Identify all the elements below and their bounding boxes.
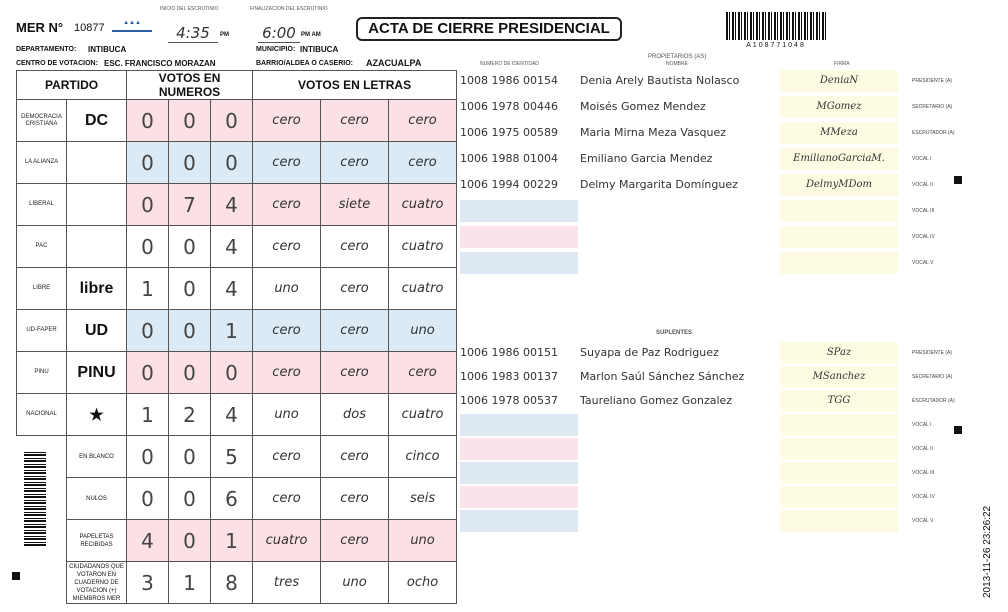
party-label: PAC: [17, 226, 67, 268]
mer-label: MER N°: [16, 20, 64, 35]
vote-word[interactable]: cero: [321, 310, 389, 352]
party-row: [17, 310, 457, 352]
signature-field[interactable]: [780, 438, 898, 460]
summary-word[interactable]: uno: [389, 520, 457, 562]
propietarios-row: [460, 122, 970, 144]
right-mark-bottom: [954, 426, 962, 434]
corner-mark: [12, 572, 20, 580]
summary-digit[interactable]: 3: [127, 562, 169, 604]
vote-word[interactable]: cero: [321, 226, 389, 268]
col-numeros-header: VOTOS EN NUMEROS: [127, 71, 253, 100]
vote-digit[interactable]: 4: [211, 226, 253, 268]
summary-digit[interactable]: 0: [169, 478, 211, 520]
party-row: [17, 226, 457, 268]
party-logo-icon: ★: [67, 394, 127, 436]
summary-word[interactable]: cinco: [389, 436, 457, 478]
party-row: [17, 184, 457, 226]
vote-digit[interactable]: 1: [211, 310, 253, 352]
vote-word[interactable]: cero: [253, 310, 321, 352]
summary-row: [17, 478, 457, 520]
vote-digit[interactable]: 0: [169, 310, 211, 352]
summary-label: CIUDADANOS QUE VOTARON EN CUADERNO DE VOTACION (+) MIEMBROS MER: [67, 562, 127, 604]
identity-number[interactable]: [460, 252, 578, 274]
signature-field[interactable]: MGomez: [780, 96, 898, 118]
party-label: PINU: [17, 352, 67, 394]
party-logo-icon: UD: [67, 310, 127, 352]
vote-digit[interactable]: 0: [169, 142, 211, 184]
identity-number[interactable]: [460, 486, 578, 508]
cne-logo-icon: ▲▲▲: [112, 20, 152, 32]
summary-word[interactable]: cero: [321, 478, 389, 520]
vote-digit[interactable]: 4: [211, 268, 253, 310]
vote-word[interactable]: uno: [389, 310, 457, 352]
summary-digit[interactable]: 1: [211, 520, 253, 562]
summary-digit[interactable]: 8: [211, 562, 253, 604]
vote-digit[interactable]: 4: [211, 394, 253, 436]
summary-digit[interactable]: 1: [169, 562, 211, 604]
vote-word[interactable]: dos: [321, 394, 389, 436]
identity-number[interactable]: 1006 1975 00589: [460, 126, 558, 139]
propietarios-row: [460, 148, 970, 170]
suplentes-row: [460, 462, 970, 484]
identidad-label: NUMERO DE IDENTIDAD: [480, 61, 539, 67]
role-label: VOCAL III: [912, 208, 935, 214]
role-label: VOCAL II: [912, 182, 933, 188]
centro-value: ESC. FRANCISCO MORAZAN: [104, 59, 216, 68]
vote-digit[interactable]: 0: [169, 268, 211, 310]
propietarios-row: [460, 252, 970, 274]
mer-number: 10877: [74, 22, 105, 34]
member-name[interactable]: [580, 462, 780, 484]
right-mark-top: [954, 176, 962, 184]
suplentes-row: [460, 486, 970, 508]
member-name[interactable]: [580, 226, 780, 248]
summary-row: [17, 562, 457, 604]
party-logo-icon: [67, 184, 127, 226]
vote-word[interactable]: cero: [389, 142, 457, 184]
party-label: DEMOCRACIA CRISTIANA: [17, 100, 67, 142]
propietarios-row: [460, 200, 970, 222]
vote-digit[interactable]: 0: [211, 100, 253, 142]
summary-digit[interactable]: 5: [211, 436, 253, 478]
vote-digit[interactable]: 0: [169, 352, 211, 394]
summary-digit[interactable]: 4: [127, 520, 169, 562]
vote-digit[interactable]: 0: [127, 226, 169, 268]
role-label: VOCAL IV: [912, 234, 935, 240]
party-label: LIBRE: [17, 268, 67, 310]
signature-field[interactable]: [780, 200, 898, 222]
signature-field[interactable]: [780, 252, 898, 274]
role-label: VOCAL V: [912, 518, 934, 524]
summary-label: NULOS: [67, 478, 127, 520]
departamento-value: INTIBUCA: [88, 45, 127, 54]
member-name[interactable]: Taureliano Gomez Gonzalez: [580, 394, 733, 407]
vote-word[interactable]: cero: [389, 100, 457, 142]
party-row: [17, 142, 457, 184]
inicio-time: 4:35: [168, 24, 218, 43]
summary-word[interactable]: tres: [253, 562, 321, 604]
party-label: UD-FAPER: [17, 310, 67, 352]
member-name[interactable]: Moisés Gomez Mendez: [580, 100, 706, 113]
vote-word[interactable]: siete: [321, 184, 389, 226]
signature-field[interactable]: [780, 510, 898, 532]
propietarios-row: [460, 226, 970, 248]
member-name[interactable]: Denia Arely Bautista Nolasco: [580, 74, 740, 87]
firma-label: FIRMA: [834, 61, 850, 67]
party-row: [17, 268, 457, 310]
fin-label: FINALIZACION DEL ESCRUTINIO: [250, 6, 328, 12]
vote-word[interactable]: uno: [253, 394, 321, 436]
member-name[interactable]: Maria Mirna Meza Vasquez: [580, 126, 727, 139]
member-name[interactable]: Marlon Saúl Sánchez Sánchez: [580, 370, 745, 383]
summary-digit[interactable]: 0: [127, 436, 169, 478]
vote-word[interactable]: cero: [389, 352, 457, 394]
role-label: VOCAL I: [912, 422, 932, 428]
propietarios-label: PROPIETARIOS (AS): [648, 54, 707, 60]
vote-word[interactable]: cero: [321, 142, 389, 184]
barrio-label: BARRIO/ALDEA O CASERIO:: [256, 60, 353, 67]
member-name[interactable]: Delmy Margarita Domínguez: [580, 178, 738, 191]
page-title: ACTA DE CIERRE PRESIDENCIAL: [356, 17, 622, 41]
member-name[interactable]: [580, 438, 780, 460]
role-label: SECRETARIO (A): [912, 374, 953, 380]
summary-word[interactable]: cero: [253, 436, 321, 478]
identity-number[interactable]: [460, 438, 578, 460]
role-label: VOCAL V: [912, 260, 934, 266]
municipio-label: MUNICIPIO:: [256, 46, 296, 53]
vote-word[interactable]: cuatro: [389, 394, 457, 436]
signature-field[interactable]: DeniaN: [780, 70, 898, 92]
party-row: [17, 352, 457, 394]
signature-field[interactable]: [780, 462, 898, 484]
summary-digit[interactable]: 6: [211, 478, 253, 520]
suplentes-row: [460, 414, 970, 436]
summary-digit[interactable]: 0: [169, 436, 211, 478]
identity-number[interactable]: [460, 200, 578, 222]
identity-number[interactable]: 1006 1994 00229: [460, 178, 558, 191]
vote-word[interactable]: cuatro: [389, 226, 457, 268]
role-label: ESCRUTADOR (A): [912, 398, 955, 404]
suplentes-row: [460, 438, 970, 460]
signature-field[interactable]: MMeza: [780, 122, 898, 144]
header-barcode: [726, 12, 826, 40]
role-label: ESCRUTADOR (A): [912, 130, 955, 136]
party-logo-icon: [67, 226, 127, 268]
role-label: VOCAL III: [912, 470, 935, 476]
identity-number[interactable]: 1008 1986 00154: [460, 74, 558, 87]
col-partido-header: PARTIDO: [17, 71, 127, 100]
signature-field[interactable]: [780, 486, 898, 508]
inicio-label: INICIO DEL ESCRUTINIO: [160, 6, 219, 12]
role-label: PRESIDENTE (A): [912, 78, 953, 84]
vote-word[interactable]: cero: [253, 184, 321, 226]
party-logo-icon: [67, 142, 127, 184]
member-name[interactable]: [580, 200, 780, 222]
party-row: [17, 394, 457, 436]
member-name[interactable]: [580, 252, 780, 274]
departamento-label: DEPARTAMENTO:: [16, 46, 77, 53]
suplentes-row: [460, 366, 970, 388]
role-label: PRESIDENTE (A): [912, 350, 953, 356]
party-row: [17, 100, 457, 142]
role-label: VOCAL IV: [912, 494, 935, 500]
summary-word[interactable]: ocho: [389, 562, 457, 604]
centro-label: CENTRO DE VOTACION:: [16, 60, 98, 67]
votes-table: [16, 70, 457, 604]
vote-digit[interactable]: 0: [127, 352, 169, 394]
summary-word[interactable]: cero: [321, 436, 389, 478]
member-name[interactable]: [580, 486, 780, 508]
col-letras-header: VOTOS EN LETRAS: [253, 71, 457, 100]
summary-word[interactable]: seis: [389, 478, 457, 520]
vote-word[interactable]: cero: [253, 352, 321, 394]
vote-digit[interactable]: 2: [169, 394, 211, 436]
vote-word[interactable]: cero: [321, 352, 389, 394]
vote-word[interactable]: cero: [253, 142, 321, 184]
propietarios-row: [460, 174, 970, 196]
identity-number[interactable]: 1006 1986 00151: [460, 346, 558, 359]
vote-word[interactable]: cuatro: [389, 184, 457, 226]
member-name[interactable]: [580, 510, 780, 532]
vote-word[interactable]: cero: [253, 226, 321, 268]
vote-digit[interactable]: 0: [169, 226, 211, 268]
summary-label: EN BLANCO: [67, 436, 127, 478]
propietarios-row: [460, 96, 970, 118]
suplentes-row: [460, 342, 970, 364]
identity-number[interactable]: 1006 1978 00446: [460, 100, 558, 113]
propietarios-row: [460, 70, 970, 92]
member-name[interactable]: Suyapa de Paz Rodriguez: [580, 346, 719, 359]
summary-digit[interactable]: 0: [169, 520, 211, 562]
party-logo-icon: libre: [67, 268, 127, 310]
signature-field[interactable]: SPaz: [780, 342, 898, 364]
side-barcode: [24, 450, 46, 546]
identity-number[interactable]: [460, 510, 578, 532]
vote-digit[interactable]: 4: [211, 184, 253, 226]
summary-row: [17, 520, 457, 562]
vote-digit[interactable]: 0: [127, 100, 169, 142]
vote-digit[interactable]: 0: [211, 142, 253, 184]
role-label: VOCAL II: [912, 446, 933, 452]
suplentes-label: SUPLENTES: [656, 330, 693, 336]
vote-word[interactable]: cuatro: [389, 268, 457, 310]
identity-number[interactable]: 1006 1978 00537: [460, 394, 558, 407]
scan-timestamp: 2013-11-26 23:26:22: [982, 505, 993, 598]
vote-digit[interactable]: 0: [127, 310, 169, 352]
signature-field[interactable]: EmilianoGarciaM.: [780, 148, 898, 170]
vote-word[interactable]: uno: [253, 268, 321, 310]
vote-digit[interactable]: 1: [127, 268, 169, 310]
summary-word[interactable]: cero: [321, 520, 389, 562]
summary-label: PAPELETAS RECIBIDAS: [67, 520, 127, 562]
vote-digit[interactable]: 0: [127, 142, 169, 184]
summary-digit[interactable]: 0: [127, 478, 169, 520]
summary-word[interactable]: cuatro: [253, 520, 321, 562]
identity-number[interactable]: 1006 1983 00137: [460, 370, 558, 383]
fin-time: 6:00: [258, 24, 300, 43]
signature-field[interactable]: MSanchez: [780, 366, 898, 388]
vote-word[interactable]: cero: [321, 268, 389, 310]
suplentes-row: [460, 510, 970, 532]
summary-row: [17, 436, 457, 478]
role-label: VOCAL I: [912, 156, 932, 162]
identity-number[interactable]: [460, 226, 578, 248]
member-name[interactable]: [580, 414, 780, 436]
vote-digit[interactable]: 0: [211, 352, 253, 394]
summary-word[interactable]: cero: [253, 478, 321, 520]
party-logo-icon: PINU: [67, 352, 127, 394]
vote-word[interactable]: cero: [321, 100, 389, 142]
signature-field[interactable]: [780, 226, 898, 248]
fin-suffix: PM AM: [301, 32, 321, 38]
municipio-value: INTIBUCA: [300, 45, 339, 54]
role-label: SECRETARIO (A): [912, 104, 953, 110]
barrio-value: AZACUALPA: [366, 58, 422, 68]
identity-number[interactable]: [460, 462, 578, 484]
identity-number[interactable]: 1006 1988 01004: [460, 152, 558, 165]
signature-field[interactable]: DelmyMDom: [780, 174, 898, 196]
member-name[interactable]: Emiliano Garcia Mendez: [580, 152, 713, 165]
vote-digit[interactable]: 1: [127, 394, 169, 436]
party-label: NACIONAL: [17, 394, 67, 436]
vote-digit[interactable]: 0: [127, 184, 169, 226]
party-logo-icon: DC: [67, 100, 127, 142]
nombre-label: NOMBRE: [666, 61, 688, 67]
vote-word[interactable]: cero: [253, 100, 321, 142]
party-label: LIBERAL: [17, 184, 67, 226]
summary-word[interactable]: uno: [321, 562, 389, 604]
header-barcode-text: A108771048: [746, 42, 806, 49]
vote-digit[interactable]: 0: [169, 100, 211, 142]
party-label: LA ALIANZA: [17, 142, 67, 184]
vote-digit[interactable]: 7: [169, 184, 211, 226]
inicio-suffix: PM: [220, 32, 229, 38]
suplentes-row: [460, 390, 970, 412]
signature-field[interactable]: TGG: [780, 390, 898, 412]
signature-field[interactable]: [780, 414, 898, 436]
identity-number[interactable]: [460, 414, 578, 436]
